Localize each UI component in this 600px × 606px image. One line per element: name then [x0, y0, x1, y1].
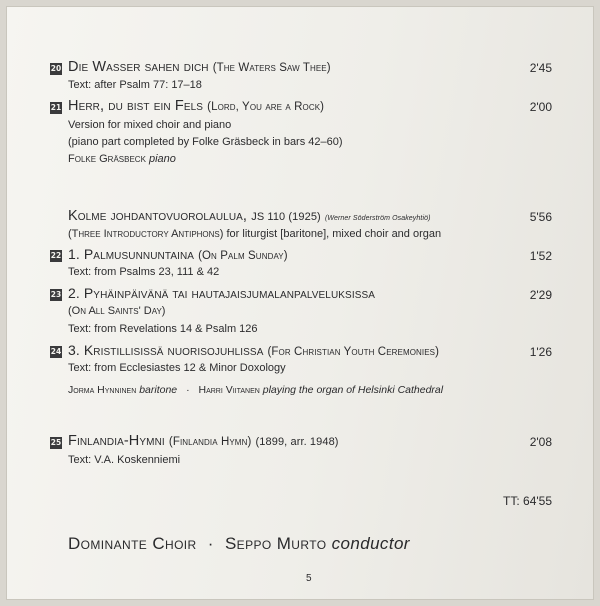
performer-name: Folke Gräsbeck: [68, 153, 146, 165]
track-text-line: Version for mixed choir and piano: [68, 119, 232, 131]
separator-bullet: ·: [207, 534, 214, 553]
track-number-badge: 24: [50, 347, 62, 356]
track-text-line: Text: V.A. Koskenniemi: [68, 454, 181, 466]
performer-role: piano: [148, 153, 176, 165]
work-duration: 5'56: [529, 210, 552, 224]
track-text-line: Text: after Psalm 77: 17–18: [68, 79, 202, 91]
track-text-line: Text: from Revelations 14 & Psalm 126: [68, 323, 258, 335]
track-title: [68, 98, 324, 114]
total-time: TT: 64'55: [503, 494, 552, 508]
work-catalog: JS 110 (1925): [251, 211, 321, 223]
work-publisher: (Werner Söderström Osakeyhtiö): [324, 215, 431, 222]
track-title: [68, 342, 439, 358]
ensemble-credit: [68, 534, 410, 554]
track-duration: 2'00: [529, 100, 552, 114]
track-duration: 2'45: [529, 61, 552, 75]
track-title-translation: (Finlandia Hymn): [168, 436, 252, 448]
booklet-page: [6, 6, 594, 600]
track-title: [68, 59, 331, 75]
work-title-main: Kolme johdantovuorolaulua,: [68, 208, 248, 224]
performers-line: [68, 384, 443, 396]
track-number-badge: 25: [50, 438, 62, 447]
conductor-role: conductor: [331, 534, 410, 553]
track-title: [68, 433, 339, 449]
track-title-main: 2. Pyhäinpäivänä tai hautajaisjumalanpalveluksissa: [68, 285, 376, 301]
track-number-badge: 23: [50, 290, 62, 299]
track-text-line: Text: from Ecclesiastes 12 & Minor Doxology: [68, 362, 286, 374]
track-duration: 1'26: [529, 345, 552, 359]
track-title-translation: (For Christian Youth Ceremonies): [267, 346, 440, 358]
performer-role: baritone: [139, 384, 178, 396]
separator-bullet: ·: [186, 384, 190, 396]
track-text-line: (piano part completed by Folke Gräsbeck in bars 42–60): [68, 136, 343, 148]
track-title-main: Die Wasser sahen dich: [68, 59, 209, 75]
track-title-main: Finlandia-Hymni: [68, 433, 165, 449]
track-title-translation: (Lord, You are a Rock): [207, 101, 325, 113]
performer-name: Jorma Hynninen: [68, 384, 137, 396]
choir-name: Dominante Choir: [68, 534, 197, 553]
track-performer: [68, 153, 176, 165]
track-number-badge: 22: [50, 251, 62, 260]
track-title-translation: (The Waters Saw Thee): [212, 62, 331, 74]
track-date: (1899, arr. 1948): [255, 436, 339, 448]
track-title: [68, 285, 375, 301]
work-title: [68, 208, 431, 224]
performer-name: Harri Viitanen: [198, 384, 260, 396]
track-duration: 1'52: [529, 249, 552, 263]
page-number: 5: [306, 573, 312, 584]
track-title: [68, 246, 288, 262]
track-number-badge: 20: [50, 64, 62, 73]
track-title-translation: (On Palm Sunday): [198, 250, 288, 262]
track-duration: 2'08: [529, 435, 552, 449]
conductor-name: Seppo Murto: [224, 534, 327, 553]
track-number-badge: 21: [50, 103, 62, 112]
work-subtitle-caps: (Three Introductory Antiphons): [68, 228, 224, 240]
work-subtitle-rest: for liturgist [baritone], mixed choir and organ: [226, 228, 442, 240]
track-title-main: Herr, du bist ein Fels: [68, 98, 204, 114]
track-duration: 2'29: [529, 288, 552, 302]
track-title-main: 3. Kristillisissä nuorisojuhlissa: [68, 342, 264, 358]
performer-role: playing the organ of Helsinki Cathedral: [262, 384, 444, 396]
track-title-translation: (On All Saints' Day): [68, 305, 166, 317]
track-text-line: Text: from Psalms 23, 111 & 42: [68, 266, 220, 278]
track-title-main: 1. Palmusunnuntaina: [68, 246, 195, 262]
work-subtitle: [68, 228, 441, 240]
